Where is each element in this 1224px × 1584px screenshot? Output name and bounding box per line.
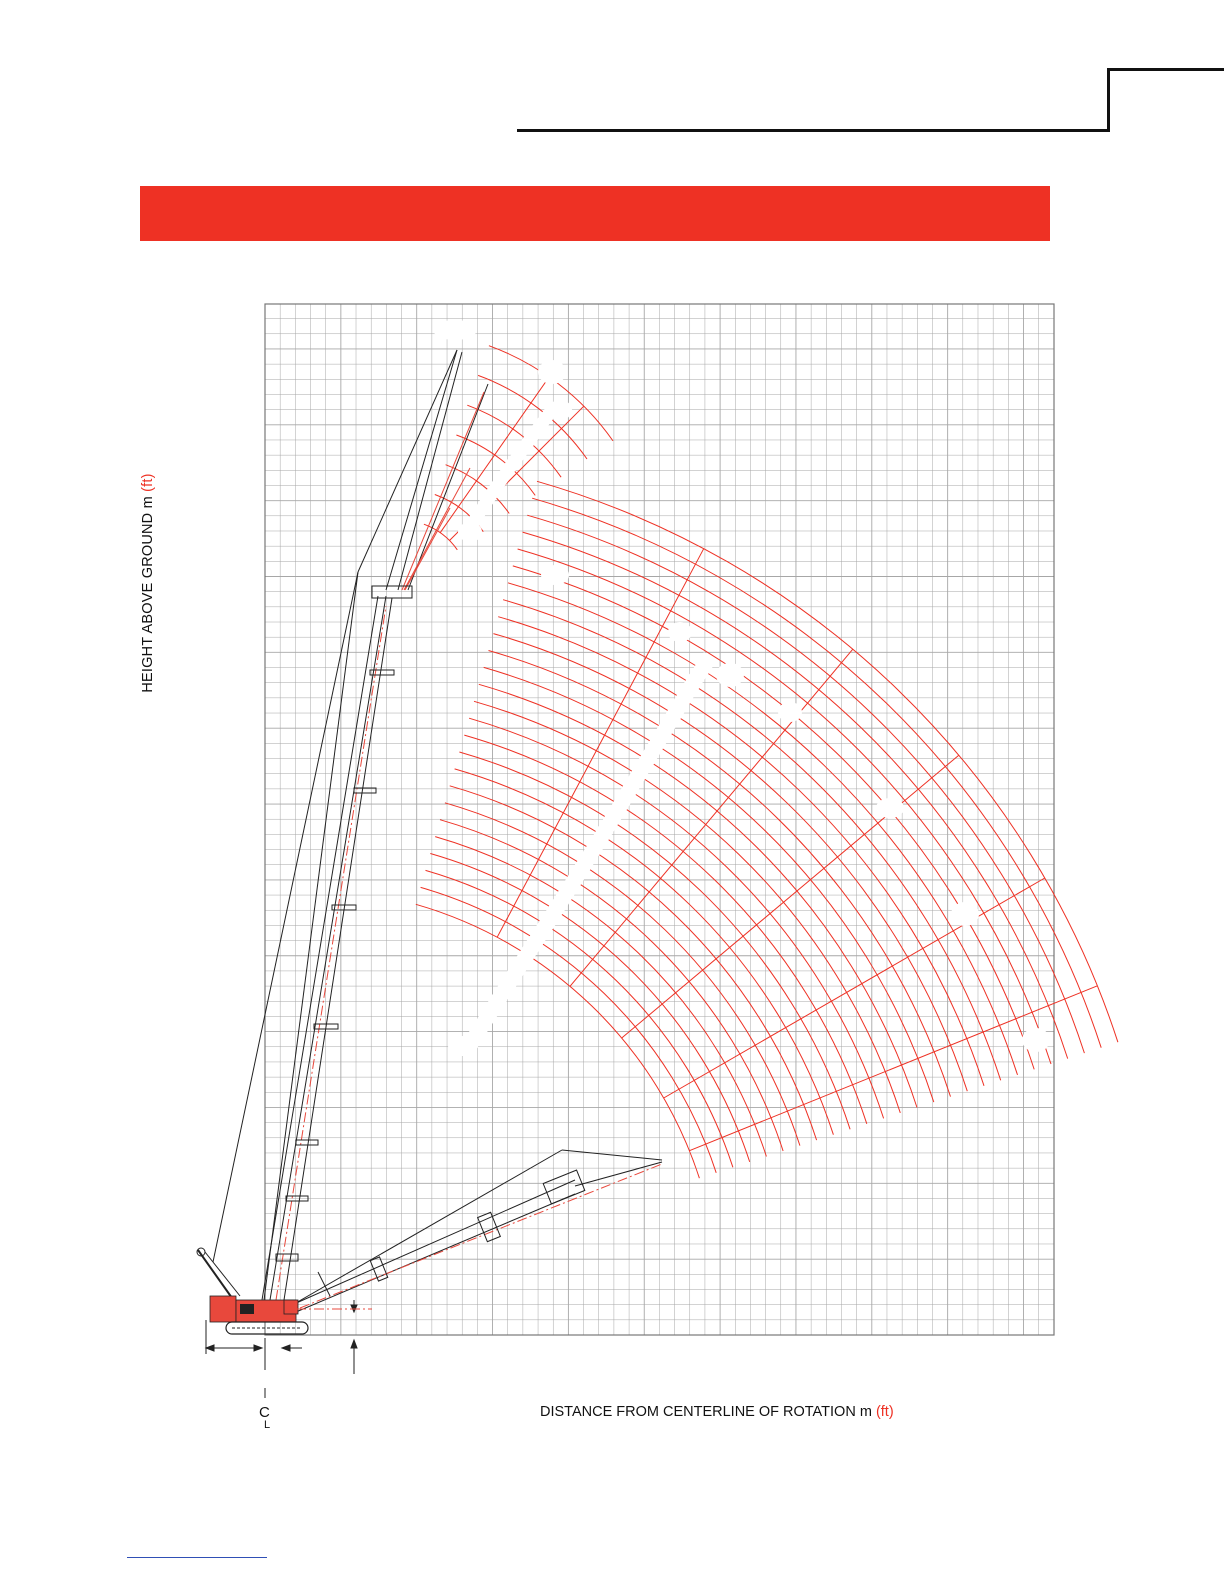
- white-gaps: [433, 320, 1050, 1060]
- range-arc: [532, 498, 1101, 1047]
- label-gap: [951, 902, 979, 926]
- centerline-symbol: C: [259, 1404, 270, 1421]
- vertical-boom: [213, 350, 488, 1300]
- range-arc: [493, 634, 967, 1092]
- range-arcs-main: [416, 481, 1118, 1178]
- label-gap: [538, 360, 566, 384]
- x-axis-unit: (ft): [875, 1404, 894, 1420]
- label-gap: [876, 798, 904, 818]
- y-axis-unit: (ft): [140, 473, 156, 492]
- centerline-symbol-sub: L: [264, 1419, 271, 1431]
- range-arc: [479, 684, 917, 1107]
- y-axis-label-text: HEIGHT ABOVE GROUND m: [140, 496, 156, 693]
- label-gap-band: [460, 402, 560, 540]
- range-arc: [430, 854, 749, 1162]
- range-arc: [435, 837, 766, 1157]
- range-arc: [537, 481, 1118, 1042]
- range-arc: [513, 566, 1034, 1070]
- range-arc: [498, 617, 984, 1086]
- label-gap: [541, 565, 569, 585]
- label-gap: [778, 702, 802, 722]
- range-arc: [527, 515, 1084, 1053]
- range-arc: [489, 651, 951, 1097]
- range-arc: [503, 600, 1001, 1081]
- label-gap: [433, 320, 477, 340]
- lowered-boom: [294, 1150, 662, 1312]
- footer-link-underline: [127, 1557, 267, 1558]
- range-arc: [445, 803, 800, 1146]
- label-gap: [668, 622, 692, 642]
- range-arc: [450, 786, 817, 1140]
- label-gap: [1022, 1028, 1050, 1052]
- grid: [265, 304, 1054, 1335]
- radial-line: [440, 377, 549, 533]
- x-axis-label-text: DISTANCE FROM CENTERLINE OF ROTATION m: [540, 1404, 872, 1420]
- range-arc: [440, 820, 783, 1151]
- label-gap: [716, 663, 744, 687]
